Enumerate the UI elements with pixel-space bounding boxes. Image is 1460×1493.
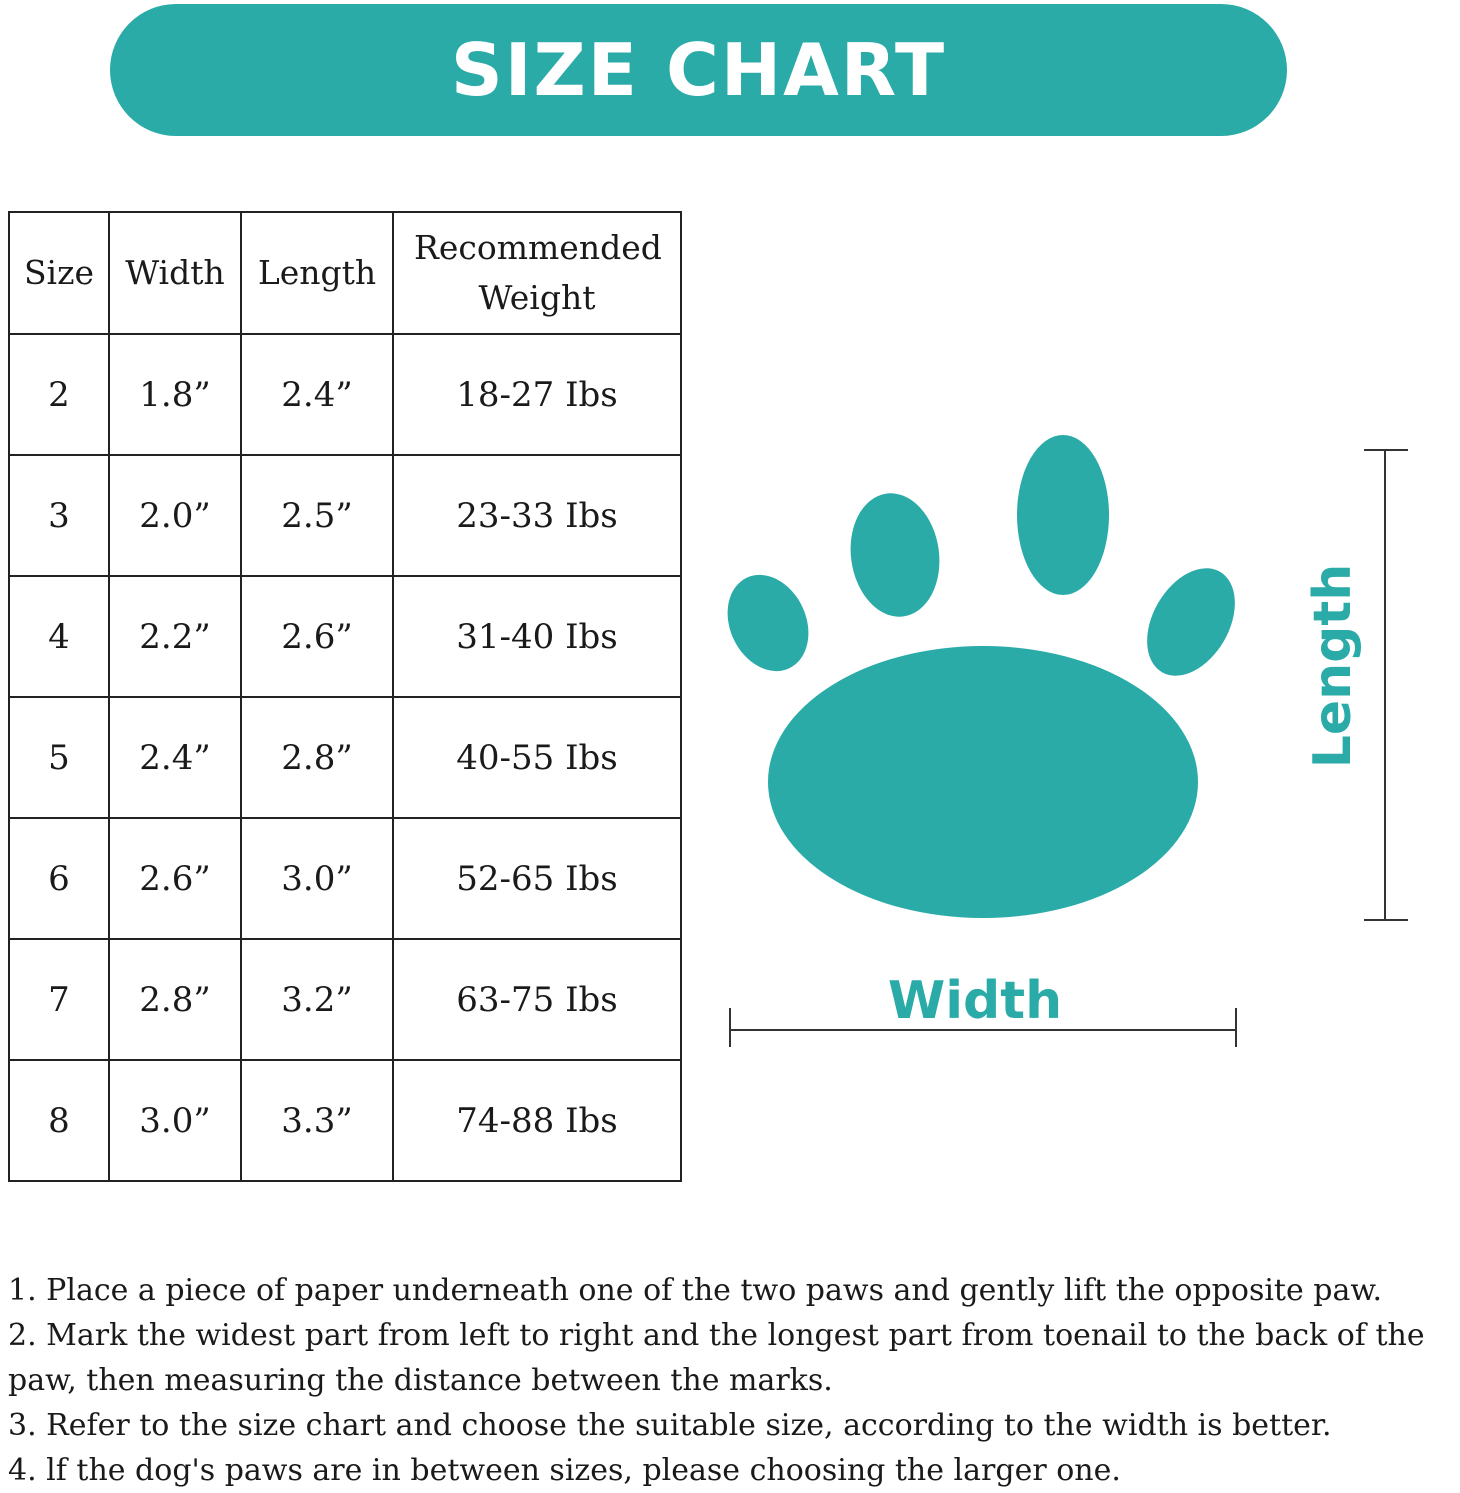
cell-weight: 23-33 Ibs: [393, 455, 681, 576]
cell-size: 5: [9, 697, 109, 818]
cell-size: 3: [9, 455, 109, 576]
cell-weight: 40-55 Ibs: [393, 697, 681, 818]
cell-size: 2: [9, 334, 109, 455]
cell-width: 2.4”: [109, 697, 241, 818]
instruction-step: 1. Place a piece of paper underneath one of the two paws and gently lift the opposite paw.: [8, 1273, 1383, 1308]
width-label: Width: [887, 971, 1063, 1031]
cell-length: 3.3”: [241, 1060, 393, 1181]
table-row: [9, 455, 681, 576]
cell-length: 2.4”: [241, 334, 393, 455]
cell-length: 2.8”: [241, 697, 393, 818]
cell-size: 8: [9, 1060, 109, 1181]
measuring-instructions: [8, 1268, 1458, 1493]
instruction-step: 4. lf the dog's paws are in between sizes, please choosing the larger one.: [8, 1453, 1121, 1488]
table-row: [9, 939, 681, 1060]
cell-width: 2.8”: [109, 939, 241, 1060]
cell-width: 2.6”: [109, 818, 241, 939]
instruction-step: 2. Mark the widest part from left to right and the longest part from toenail to the back of the paw, then measuring the distance between the marks.: [8, 1318, 1425, 1398]
header-size: Size: [9, 212, 109, 334]
cell-weight: 63-75 Ibs: [393, 939, 681, 1060]
cell-size: 6: [9, 818, 109, 939]
cell-weight: 18-27 Ibs: [393, 334, 681, 455]
cell-size: 7: [9, 939, 109, 1060]
cell-length: 2.6”: [241, 576, 393, 697]
table-row: [9, 818, 681, 939]
cell-width: 1.8”: [109, 334, 241, 455]
table-header-row: [9, 212, 681, 334]
header-width: Width: [109, 212, 241, 334]
paw-measurement-diagram: [700, 420, 1460, 1080]
cell-weight: 31-40 Ibs: [393, 576, 681, 697]
header-length: Length: [241, 212, 393, 334]
length-dimension-line: [1364, 450, 1408, 920]
cell-length: 2.5”: [241, 455, 393, 576]
cell-width: 2.0”: [109, 455, 241, 576]
table-row: [9, 697, 681, 818]
cell-width: 2.2”: [109, 576, 241, 697]
instruction-step: 3. Refer to the size chart and choose the suitable size, according to the width is better.: [8, 1408, 1332, 1443]
size-chart-banner: [110, 4, 1287, 136]
header-recommended-weight: Recommended Weight: [393, 212, 681, 334]
cell-width: 3.0”: [109, 1060, 241, 1181]
cell-weight: 74-88 Ibs: [393, 1060, 681, 1181]
length-label: Length: [1303, 563, 1363, 769]
table-row: [9, 334, 681, 455]
cell-size: 4: [9, 576, 109, 697]
size-table: [8, 211, 682, 1182]
cell-length: 3.0”: [241, 818, 393, 939]
cell-length: 3.2”: [241, 939, 393, 1060]
table-row: [9, 1060, 681, 1181]
cell-weight: 52-65 Ibs: [393, 818, 681, 939]
paw-diagram-svg: [700, 420, 1460, 1080]
table-row: [9, 576, 681, 697]
banner-title: SIZE CHART: [450, 28, 947, 112]
paw-print-icon: [712, 435, 1252, 918]
